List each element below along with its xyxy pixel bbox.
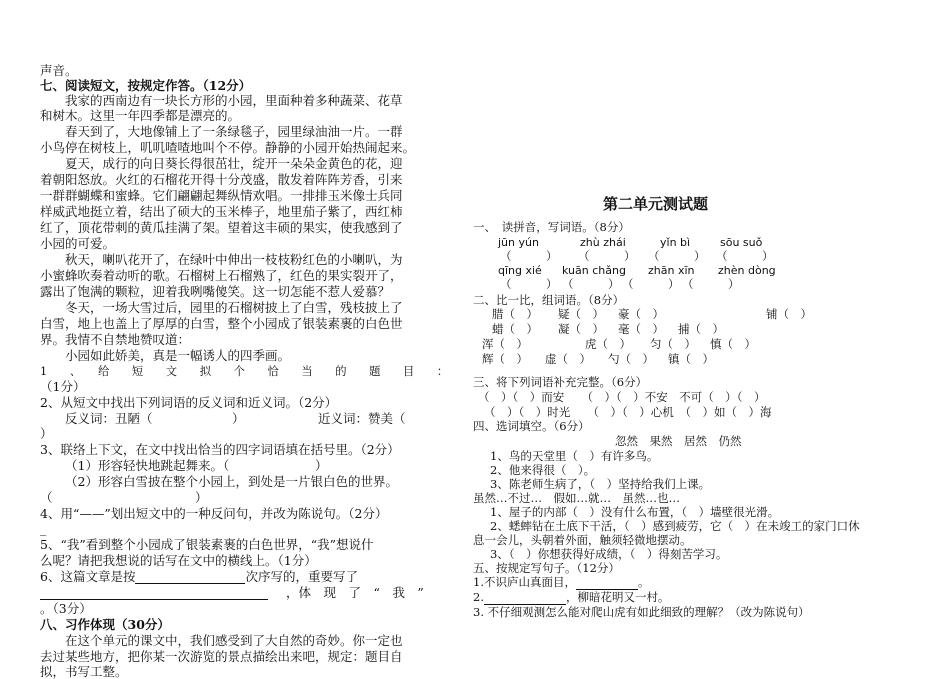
text-line: 白雪，地上也盖上了厚厚的白雪，整个小园成了银装素裹的白色世 bbox=[40, 316, 403, 331]
pinyin: kuān chǎng bbox=[562, 264, 626, 277]
fill-sentence: 3、陈老师生病了，（ ）坚持给我们上课。 bbox=[490, 477, 711, 491]
text-line: 小鸟停在树枝上，叽叽喳喳地叫个不停。静静的小园开始热闹起来。 bbox=[40, 140, 416, 155]
compare-item: 腊（ ） bbox=[492, 307, 538, 321]
text-line: 界。我情不自禁地赞叹道： bbox=[40, 332, 191, 347]
pinyin: jūn yún bbox=[498, 236, 539, 249]
compare-item: 慎（ ） bbox=[710, 337, 756, 351]
answer-paren[interactable]: （ ） bbox=[648, 249, 706, 263]
question-2: 2、从短文中找出下列词语的反义词和近义词。（2分） bbox=[40, 395, 338, 410]
composition-text: 去过某些地方，把你某一次游览的景点描绘出来吧，规定：题目自 bbox=[40, 649, 403, 664]
answer-blank[interactable] bbox=[135, 571, 245, 584]
text-line: 夏天，成行的向日葵长得很茁壮，绽开一朵朵金黄色的花，迎 bbox=[65, 156, 403, 171]
pinyin: qīng xié bbox=[498, 264, 542, 277]
answer-paren[interactable]: （ ） bbox=[500, 277, 558, 291]
fill-sentence: 息一会儿，头朝着外面，触须轻微地摆动。 bbox=[473, 533, 692, 547]
sentence-task: 3. 不仔细观测怎么能对爬山虎有如此细致的理解？（改为陈说句） bbox=[473, 605, 810, 619]
question-1: 1 、 给 短 文 拟 个 恰 当 的 题 目 ： bbox=[40, 365, 449, 378]
compare-item: 毫（ ） bbox=[618, 322, 664, 336]
compare-item: 辉（ ） bbox=[482, 352, 528, 366]
sentence-text: 2. bbox=[473, 590, 484, 604]
pinyin: zhān xīn bbox=[648, 264, 695, 277]
question-3-part-2: （2）形容白雪披在整个小园上，到处是一片银白色的世界。 bbox=[65, 474, 398, 489]
pinyin: zhèn dòng bbox=[718, 264, 776, 277]
section-heading-three: 三、将下列词语补充完整。（6分） bbox=[473, 375, 648, 389]
text-line: 一群群蝴蝶和蜜蜂。它们翩翩起舞纵情欢唱。一排排玉米像士兵同 bbox=[40, 188, 403, 203]
section-heading-one: 一、 读拼音，写词语。（8分） bbox=[473, 220, 630, 234]
question-6-line-2 bbox=[40, 585, 424, 600]
text-line: 小园的可爱。 bbox=[40, 236, 116, 251]
text-line: 小园如此娇美，真是一幅诱人的四季画。 bbox=[65, 348, 291, 363]
question-3-part-1-close: ） bbox=[315, 458, 328, 473]
question-3-part-1: （1）形容轻快地跳起舞来。（ bbox=[65, 458, 230, 473]
question-4-answer-line: _ bbox=[40, 521, 47, 536]
text-line: 着朝阳怒放。火红的石榴花开得十分茂盛，散发着阵阵芳香，引来 bbox=[40, 172, 403, 187]
text-line: 秋天，喇叭花开了，在绿叶中伸出一枝枝粉红色的小喇叭，为 bbox=[65, 252, 403, 267]
question-2-close-paren: ） bbox=[232, 411, 245, 426]
sentence-task bbox=[473, 590, 669, 605]
text-line: 声音。 bbox=[40, 63, 78, 78]
pinyin: yǐn bì bbox=[660, 236, 691, 249]
fill-sentence: 3、（ ）你想获得好成绩，（ ）得刻苦学习。 bbox=[490, 547, 728, 561]
sentence-text-end: 。 bbox=[637, 575, 650, 589]
fill-sentence: 2、蟋蟀钻在土底下干活，（ ）感到疲劳，它（ ）在未竣工的家门口休 bbox=[490, 519, 860, 533]
answer-blank[interactable] bbox=[484, 592, 566, 605]
text-line: 冬天，一场大雪过后，园里的石榴树披上了白雪，残枝披上了 bbox=[65, 300, 403, 315]
text-line: 春天到了，大地像铺上了一条绿毯子，园里绿油油一片。一群 bbox=[65, 124, 403, 139]
composition-text: 拟，书写工整。 bbox=[40, 664, 128, 679]
answer-paren[interactable]: （ ） bbox=[716, 249, 774, 263]
question-1-points: （1分） bbox=[40, 379, 86, 394]
page-title: 第二单元测试题 bbox=[603, 195, 709, 213]
question-6-text-cont: 次序写的，重要写了 bbox=[245, 569, 358, 584]
section-heading-seven: 七、阅读短文，按规定作答。（12分） bbox=[40, 78, 252, 93]
answer-paren[interactable]: （ ） bbox=[500, 249, 558, 263]
text-line: 红了，顶花带刺的黄瓜挂满了架。望着这丰硕的果实，使我感到了 bbox=[40, 220, 403, 235]
question-5-cont: 么呢？请把我想说的话写在文中的横线上。（1分） bbox=[40, 553, 317, 568]
text-line: 和树木。这里一年四季都是漂亮的。 bbox=[40, 108, 241, 123]
compare-item: 浑（ ） bbox=[482, 337, 528, 351]
answer-blank[interactable] bbox=[40, 587, 268, 600]
fill-sentence: 1、屋子的内部（ ）没有什么布置，（ ）墙壁很光滑。 bbox=[490, 505, 780, 519]
question-3-part-2-open: （ bbox=[40, 490, 53, 505]
section-heading-five: 五、按规定写句子。（12分） bbox=[473, 561, 620, 575]
question-5: 5、“我”看到整个小园成了银装素裹的白色世界，“我”想说什 bbox=[40, 537, 374, 552]
compare-item: 蜡（ ） bbox=[492, 322, 538, 336]
answer-blank[interactable] bbox=[576, 577, 638, 590]
section-heading-four: 四、选词填空。（6分） bbox=[473, 419, 590, 433]
question-3-part-2-close: ） bbox=[195, 490, 208, 505]
compare-item: 镇（ ） bbox=[668, 352, 714, 366]
idiom-row: （ ）（ ）时光 （ ）（ ）心机 （ ）如（ ）海 bbox=[484, 405, 772, 419]
compare-item: 匀（ ） bbox=[650, 337, 696, 351]
text-line: 露出了饱满的颗粒，迎着我咧嘴傻笑。这一切怎能不惹人爱慕？ bbox=[40, 284, 391, 299]
text-line: 样威武地挺立着，结出了硕大的玉米棒子，地里茄子紫了，西红柿 bbox=[40, 204, 403, 219]
answer-paren[interactable]: （ ） bbox=[622, 277, 680, 291]
sentence-text: 1.不识庐山真面目， bbox=[473, 575, 576, 589]
compare-item: 捕（ ） bbox=[678, 322, 724, 336]
question-6-text-end: ，体 现 了 “ 我 ” bbox=[286, 585, 424, 600]
question-2-antonym: 反义词：丑陋（ bbox=[65, 411, 153, 426]
answer-paren[interactable]: （ ） bbox=[562, 277, 620, 291]
compare-item: 虚（ ） bbox=[545, 352, 591, 366]
question-4: 4、用“——”划出短文中的一种反问句，并改为陈说句。（2分） bbox=[40, 506, 388, 521]
composition-text: 在这个单元的课文中，我们感受到了大自然的奇妙。你一定也 bbox=[65, 633, 403, 648]
idiom-row: （ ）（ ）而安 （ ）（ ）不安 不可（ ）（ ） bbox=[478, 390, 766, 404]
question-6-text: 6、这篇文章是按 bbox=[40, 569, 136, 584]
sentence-text-end: ，柳暗花明又一村。 bbox=[565, 590, 670, 604]
fill-sentence: 1、鸟的天堂里（ ）有许多鸟。 bbox=[490, 449, 659, 463]
text-line: 我家的西南边有一块长方形的小园，里面种着多种蔬菜、花草 bbox=[65, 93, 403, 108]
compare-item: 虎（ ） bbox=[585, 337, 631, 351]
text-line: 小蜜蜂吹奏着动听的歌。石榴树上石榴熟了，红色的果实裂开了， bbox=[40, 268, 403, 283]
answer-paren[interactable]: （ ） bbox=[578, 249, 636, 263]
fill-sentence: 2、他来得很（ ）。 bbox=[490, 463, 596, 477]
question-2-close-paren: ） bbox=[40, 426, 53, 441]
pinyin: zhù zhái bbox=[580, 236, 626, 249]
question-6 bbox=[40, 569, 358, 584]
answer-paren[interactable]: （ ） bbox=[682, 277, 740, 291]
question-6-points: 。（3分） bbox=[40, 601, 92, 616]
word-bank: 忽然 果然 居然 仍然 bbox=[615, 434, 742, 448]
word-bank: 虽然…不过… 假如…就… 虽然…也… bbox=[473, 491, 680, 505]
compare-item: 豪（ ） bbox=[618, 307, 664, 321]
section-heading-eight: 八、习作体现（30分） bbox=[40, 617, 170, 632]
compare-item: 疑（ ） bbox=[558, 307, 604, 321]
compare-item: 勺（ ） bbox=[608, 352, 654, 366]
question-2-synonym: 近义词：赞美（ bbox=[318, 411, 406, 426]
pinyin: sōu suǒ bbox=[720, 236, 763, 249]
compare-item: 凝（ ） bbox=[558, 322, 604, 336]
section-heading-two: 二、比一比，组词语。（8分） bbox=[473, 293, 625, 307]
compare-item: 铺（ ） bbox=[766, 307, 812, 321]
sentence-task bbox=[473, 575, 649, 590]
question-3: 3、联络上下文，在文中找出恰当的四字词语填在括号里。（2分） bbox=[40, 442, 400, 457]
